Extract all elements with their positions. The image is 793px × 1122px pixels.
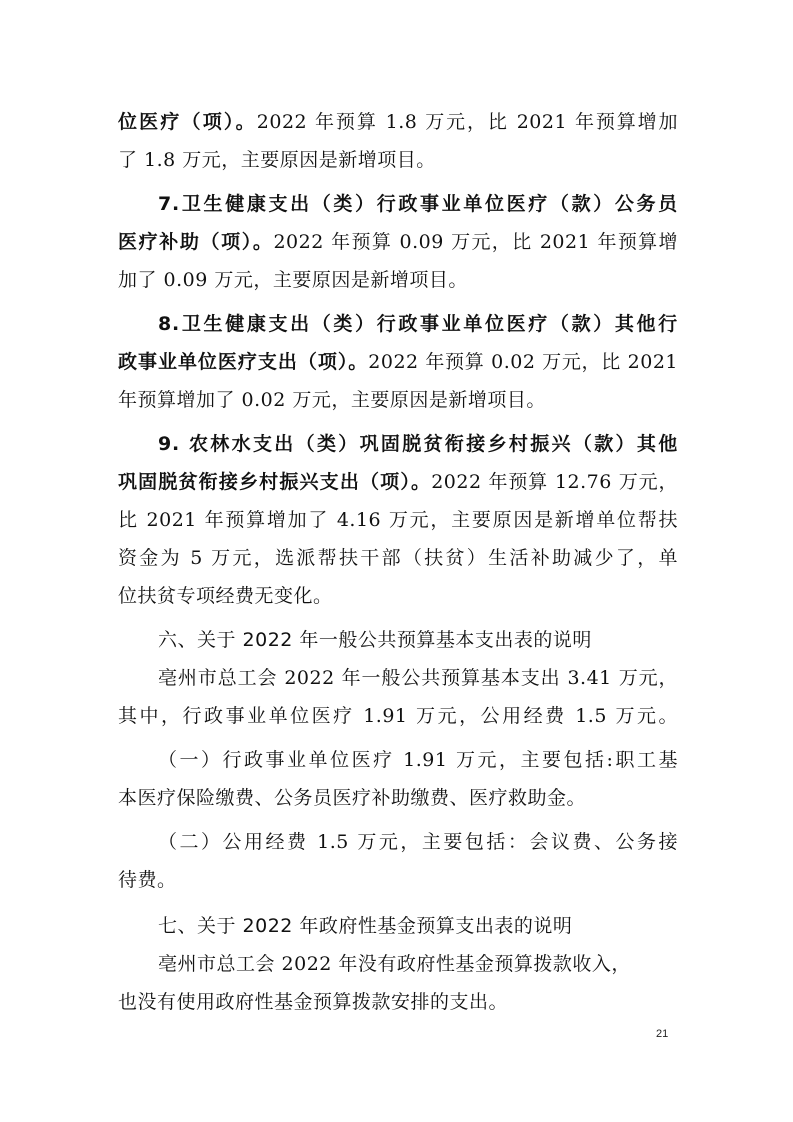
paragraph-line: 政事业单位医疗支出（项）。2022 年预算 0.02 万元，比 2021 [118,351,678,373]
paragraph-line: 位医疗（项）。2022 年预算 1.8 万元，比 2021 年预算增加 [118,111,679,133]
paragraph-line: 比 2021 年预算增加了 4.16 万元，主要原因是新增单位帮扶 [118,509,678,531]
paragraph-line: 医疗补助（项）。2022 年预算 0.09 万元，比 2021 年预算增 [118,231,678,253]
paragraph-line: （二）公用经费 1.5 万元，主要包括：会议费、公务接 [158,831,678,853]
paragraph-line: 了 1.8 万元，主要原因是新增项目。 [118,149,436,171]
paragraph-line: 位扶贫专项经费无变化。 [118,585,333,607]
paragraph-line: 资金为 5 万元，选派帮扶干部（扶贫）生活补助减少了，单 [118,547,678,569]
paragraph-line: 亳州市总工会 2022 年没有政府性基金预算拨款收入， [158,953,631,975]
paragraph-line: 本医疗保险缴费、公务员医疗补助缴费、医疗救助金。 [118,787,587,809]
item-9-heading: 9. 农林水支出（类）巩固脱贫衔接乡村振兴（款）其他 [158,433,678,455]
section-7-heading: 七、关于 2022 年政府性基金预算支出表的说明 [158,915,573,937]
paragraph-line: 年预算增加了 0.02 万元，主要原因是新增项目。 [118,389,546,411]
section-6-heading: 六、关于 2022 年一般公共预算基本支出表的说明 [158,629,592,651]
paragraph-line: 待费。 [118,869,177,891]
paragraph-line: 加了 0.09 万元，主要原因是新增项目。 [118,269,468,291]
paragraph-line: （一）行政事业单位医疗 1.91 万元，主要包括:职工基 [158,749,678,771]
page-number: 21 [656,1028,669,1040]
item-8-heading: 8.卫生健康支出（类）行政事业单位医疗（款）其他行 [158,313,678,335]
paragraph-line: 亳州市总工会 2022 年一般公共预算基本支出 3.41 万元， [158,667,678,689]
paragraph-line: 巩固脱贫衔接乡村振兴支出（项）。2022 年预算 12.76 万元， [118,471,678,493]
paragraph-line: 也没有使用政府性基金预算拨款安排的支出。 [118,991,509,1013]
item-7-heading: 7.卫生健康支出（类）行政事业单位医疗（款）公务员 [158,193,678,215]
paragraph-line: 其中，行政事业单位医疗 1.91 万元，公用经费 1.5 万元。 [118,705,678,727]
